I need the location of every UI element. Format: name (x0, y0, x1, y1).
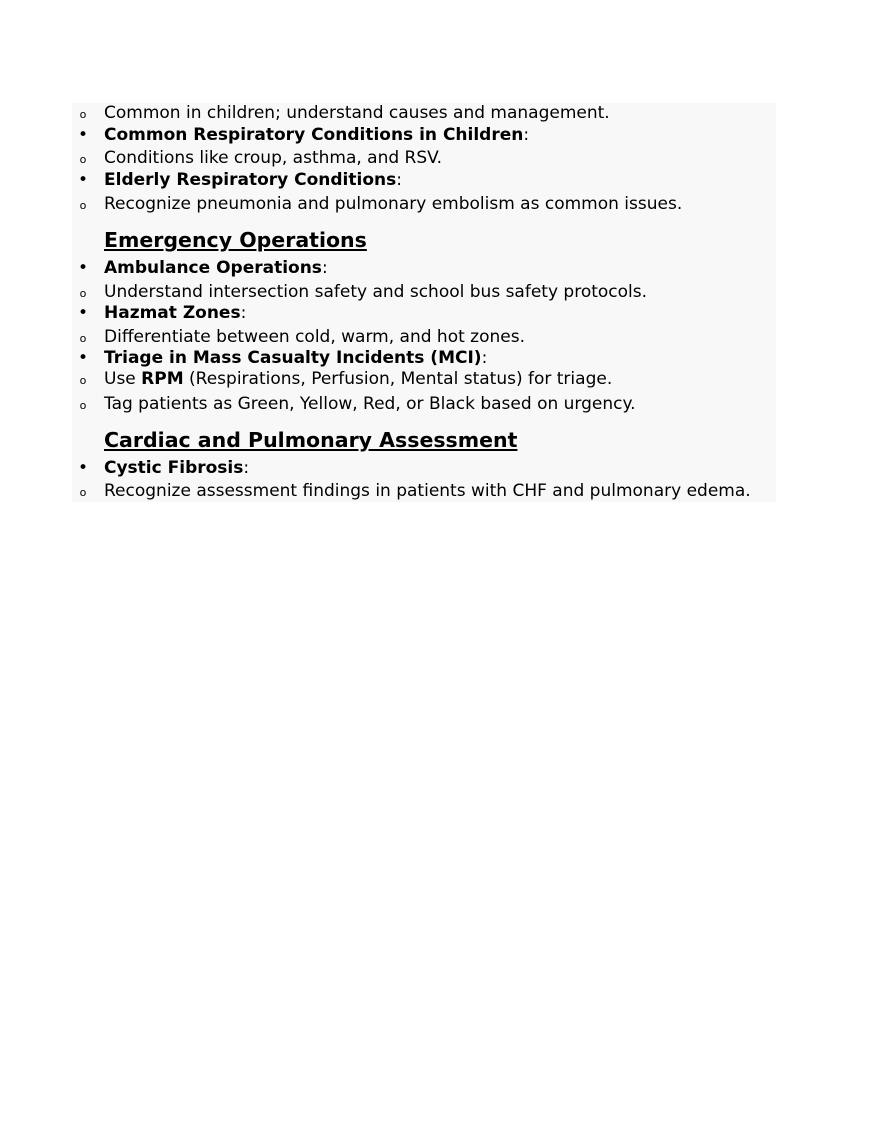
list-item (0, 281, 780, 303)
bullet-icon: • (77, 258, 89, 278)
colon: : (523, 125, 530, 145)
hollow-bullet-icon: o (79, 399, 87, 412)
colon: : (240, 303, 247, 323)
list-item (0, 102, 780, 124)
bullet-icon: • (77, 170, 89, 190)
colon: : (243, 458, 250, 478)
bullet-icon: • (77, 303, 89, 323)
colon: : (396, 170, 402, 190)
hollow-bullet-icon: o (79, 287, 87, 300)
list-item-text: Differentiate between cold, warm, and hot zones. (104, 327, 525, 347)
list-item-text: Tag patients as Green, Yellow, Red, or Black based on urgency. (104, 394, 636, 414)
list-item (0, 147, 780, 169)
hollow-bullet-icon: o (79, 332, 87, 345)
list-item (0, 457, 780, 479)
list-item-title: Elderly Respiratory Conditions (104, 170, 397, 190)
list-item (0, 169, 780, 191)
list-item-title: Ambulance Operations (104, 258, 322, 278)
list-item-title: Cystic Fibrosis (104, 458, 244, 478)
list-item (0, 480, 780, 502)
list-item (0, 193, 780, 215)
list-item-text: Recognize assessment findings in patients with CHF and pulmonary edema. (104, 481, 751, 501)
hollow-bullet-icon: o (79, 199, 87, 212)
list-item (0, 326, 780, 348)
list-item (0, 393, 780, 415)
list-item-title: Triage in Mass Casualty Incidents (MCI) (104, 348, 482, 368)
list-item-title: Common Respiratory Conditions in Children (104, 125, 524, 145)
list-item-text: Conditions like croup, asthma, and RSV. (104, 148, 442, 168)
list-item (0, 368, 780, 390)
hollow-bullet-icon: o (79, 108, 87, 121)
list-item (0, 257, 780, 279)
colon: : (481, 348, 488, 368)
colon: : (321, 258, 328, 278)
section-heading (0, 427, 780, 452)
bullet-icon: • (77, 125, 89, 145)
section-heading (0, 227, 780, 252)
list-item-text: (Respirations, Perfusion, Mental status) for triage. (183, 369, 613, 389)
bullet-icon: • (77, 458, 89, 478)
list-item-text: Common in children; understand causes and management. (104, 103, 610, 123)
list-item (0, 347, 780, 369)
hollow-bullet-icon: o (79, 374, 87, 387)
hollow-bullet-icon: o (79, 153, 87, 166)
list-item-text: Understand intersection safety and school bus safety protocols. (104, 282, 648, 302)
hollow-bullet-icon: o (79, 486, 87, 499)
acronym: RPM (141, 369, 184, 389)
section-heading-text: Emergency Operations (104, 228, 367, 252)
list-item-title: Hazmat Zones (104, 303, 241, 323)
section-heading-text: Cardiac and Pulmonary Assessment (104, 428, 518, 452)
list-item-text: Recognize pneumonia and pulmonary embolism as common issues. (104, 194, 683, 214)
list-item (0, 302, 780, 324)
list-item-prefix: Use (104, 369, 142, 389)
bullet-icon: • (77, 348, 89, 368)
list-item (0, 124, 780, 146)
